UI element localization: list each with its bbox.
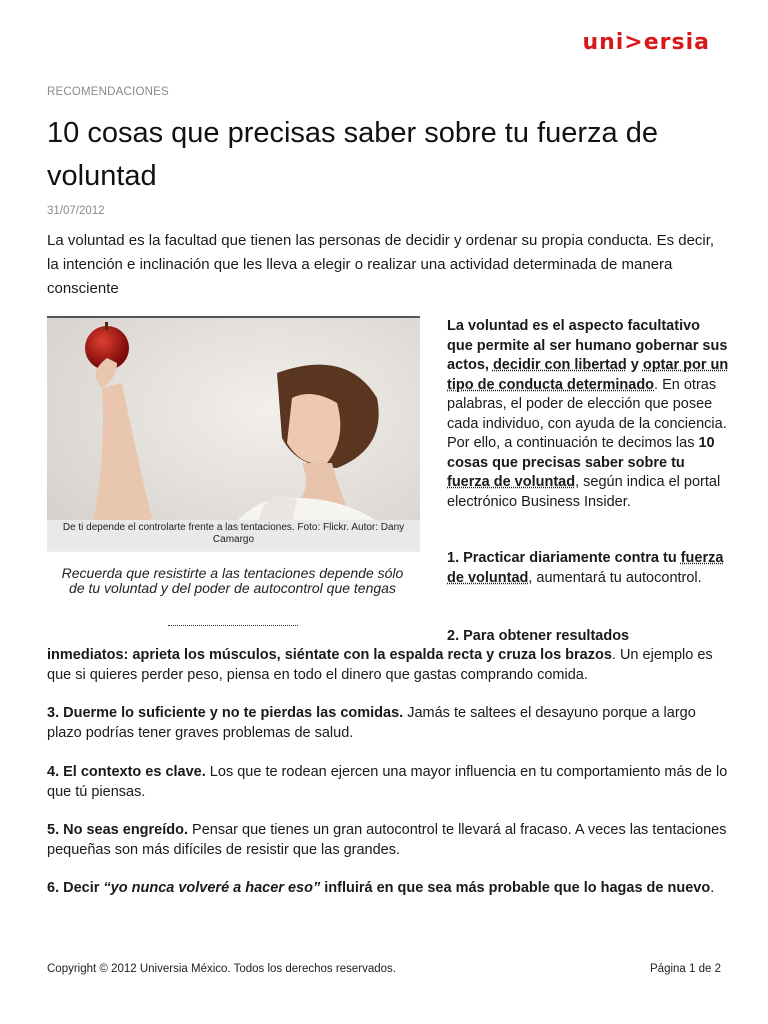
item-1-heading: 1. Practicar diariamente contra tu — [447, 550, 677, 566]
sidebar-text-1: . En otras palabras, el poder de elección que posee cada individuo, con ayuda de la conciencia. Por ello, a continuación te decimos las — [447, 376, 727, 451]
section-kicker: RECOMENDACIONES — [47, 86, 169, 98]
item-4 — [47, 763, 729, 802]
quote-divider — [168, 625, 298, 626]
item-2-heading-b: inmediatos: aprieta los músculos, siéntate con la espalda recta y cruza los brazos — [47, 647, 612, 663]
pull-quote: Recuerda que resistirte a las tentaciones depende sólo de tu voluntad y del poder de autocontrol que tengas — [61, 565, 404, 596]
link-fuerza-de-voluntad[interactable]: fuerza de voluntad — [447, 474, 576, 490]
woman-with-apple-illustration — [47, 318, 420, 550]
item-4-heading: 4. El contexto es clave. — [47, 764, 206, 780]
item-1-text: , aumentará tu autocontrol. — [528, 569, 702, 586]
item-2-text: . Un ejemplo es que si quieres perder peso, piensa en todo el dinero que gastas comprando comida. — [47, 647, 713, 683]
item-5-text: Pensar que tienes un gran autocontrol te llevará al fracaso. A veces las tentaciones pequeñas son más difíciles de resistir que las grandes. — [47, 822, 727, 858]
item-3-text: Jamás te saltees el desayuno porque a largo plazo podrías tener graves problemas de salud. — [47, 705, 696, 741]
universia-logo: uni>ersia — [582, 30, 710, 55]
footer-page-number: Página 1 de 2 — [650, 963, 721, 975]
article-title: 10 cosas que precisas saber sobre tu fuerza de voluntad — [47, 117, 658, 192]
item-1 — [447, 549, 727, 588]
item-5-heading: 5. No seas engreído. — [47, 822, 189, 838]
item-6-end: . — [710, 880, 715, 896]
item-6-heading-b: influirá en que sea más probable que lo hagas de nuevo — [320, 880, 711, 896]
footer-copyright: Copyright © 2012 Universia México. Todos los derechos reservados. — [47, 963, 396, 975]
sidebar-paragraph — [447, 317, 729, 512]
link-fuerza-de-voluntad-2[interactable]: fuerza de voluntad — [447, 550, 724, 586]
item-3-heading: 3. Duerme lo suficiente y no te pierdas las comidas. — [47, 705, 404, 721]
article-date: 31/07/2012 — [47, 205, 105, 217]
sidebar-y: y — [630, 357, 639, 373]
item-6-quote: “yo nunca volveré a hacer eso” — [103, 880, 321, 896]
link-decidir-con-libertad[interactable]: decidir con libertad — [492, 357, 627, 373]
item-6 — [47, 879, 729, 899]
sidebar-text-2: , según indica el portal electrónico Business Insider. — [447, 474, 721, 510]
article-lead: La voluntad es la facultad que tienen las personas de decidir y ordenar su propia conducta. Es decir, la intención e inclinación que les lleva a elegir o realizar una actividad determinada de manera consciente — [47, 232, 715, 297]
sidebar-bold-2: 10 cosas que precisas saber sobre tu — [447, 435, 715, 471]
item-6-heading-a: 6. Decir — [47, 880, 104, 896]
item-2-heading-a: 2. Para obtener resultados — [447, 628, 630, 644]
sidebar-intro: La voluntad es el aspecto facultativo que permite al ser humano gobernar sus actos, — [447, 318, 728, 373]
article-photo — [47, 316, 420, 552]
item-5 — [47, 821, 729, 860]
photo-caption: De ti depende el controlarte frente a las tentaciones. Foto: Flickr. Autor: Dany Camargo — [47, 520, 420, 550]
item-4-text: Los que te rodean ejercen una mayor influencia en tu comportamiento más de lo que tú piensas. — [47, 764, 728, 800]
item-3 — [47, 704, 729, 743]
link-optar-conducta[interactable]: optar por un tipo de conducta determinado — [447, 357, 729, 393]
item-2 — [47, 646, 729, 685]
